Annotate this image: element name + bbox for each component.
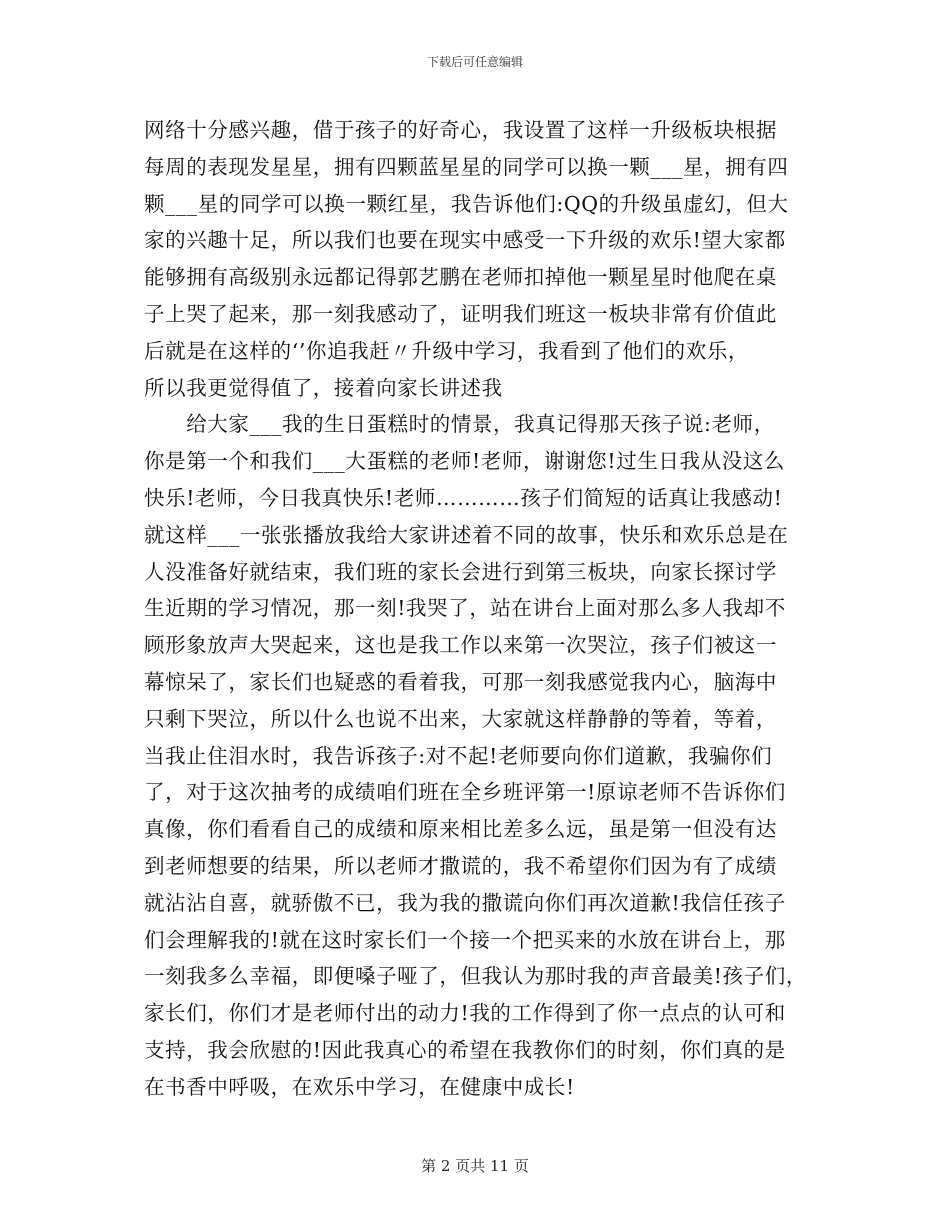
body-line: 人没准备好就结束，我们班的家长会进行到第三板块，向家长探讨学	[144, 559, 777, 584]
body-line: 能够拥有高级别永远都记得郭艺鹏在老师扣掉他一颗星星时他爬在桌	[144, 265, 777, 290]
page-header: 下载后可任意编辑	[426, 55, 523, 69]
body-line: 给大家___我的生日蛋糕时的情景，我真记得那天孩子说:老师，	[144, 412, 775, 437]
body-line: 一刻我多么幸福，即便嗓子哑了，但我认为那时我的声音最美!孩子们，	[144, 964, 807, 989]
body-line: 每周的表现发星星，拥有四颗蓝星星的同学可以换一颗___星，拥有四	[144, 154, 789, 179]
body-line: 就沾沾自喜，就骄傲不已，我为我的撒谎向你们再次道歉!我信任孩子	[144, 890, 786, 915]
body-line: 真像，你们看看自己的成绩和原来相比差多么远，虽是第一但没有达	[144, 817, 777, 842]
body-line: 快乐!老师，今日我真快乐!老师…………孩子们简短的话真让我感动!	[144, 485, 783, 510]
body-line: 生近期的学习情况，那一刻!我哭了，站在讲台上面对那么多人我却不	[144, 596, 786, 621]
document-body	[144, 112, 824, 1106]
body-line: 顾形象放声大哭起来，这也是我工作以来第一次哭泣，孩子们被这一	[144, 633, 777, 658]
body-line: 了，对于这次抽考的成绩咱们班在全乡班评第一!原谅老师不告诉你们	[144, 780, 786, 805]
body-line: 当我止住泪水时，我告诉孩子:对不起!老师要向你们道歉，我骗你们	[144, 743, 773, 768]
body-line: 子上哭了起来，那一刻我感动了，证明我们班这一板块非常有价值此	[144, 301, 777, 326]
page-number: 第 2 页共 11 页	[421, 1157, 529, 1175]
body-line: 就这样___一张张播放我给大家讲述着不同的故事，快乐和欢乐总是在	[144, 522, 789, 547]
body-line: 幕惊呆了，家长们也疑惑的看着我，可那一刻我感觉我内心，脑海中	[144, 669, 777, 694]
body-line: 们会理解我的!就在这时家长们一个接一个把买来的水放在讲台上，那	[144, 927, 786, 952]
body-line: 家长们，你们才是老师付出的动力!我的工作得到了你一点点的认可和	[144, 1001, 786, 1026]
body-line: 只剩下哭泣，所以什么也说不出来，大家就这样静静的等着，等着，	[144, 706, 777, 731]
body-line: 后就是在这样的‘’你追我赶〃升级中学习，我看到了他们的欢乐，	[144, 338, 750, 363]
body-line: 网络十分感兴趣，借于孩子的好奇心，我设置了这样一升级板块根据	[144, 118, 777, 142]
body-line: 到老师想要的结果，所以老师才撒谎的，我不希望你们因为有了成绩	[144, 853, 777, 878]
body-line: 支持，我会欣慰的!因此我真心的希望在我教你们的时刻，你们真的是	[144, 1037, 786, 1062]
body-line: 所以我更觉得值了，接着向家长讲述我	[144, 375, 503, 400]
body-line: 你是第一个和我们___大蛋糕的老师!老师，谢谢您!过生日我从没这么	[144, 449, 786, 474]
body-line: 颗___星的同学可以换一颗红星，我告诉他们:QQ的升级虽虚幻，但大	[144, 191, 789, 216]
body-line: 家的兴趣十足，所以我们也要在现实中感受一下升级的欢乐!望大家都	[144, 228, 786, 253]
body-line: 在书香中呼吸，在欢乐中学习，在健康中成长!	[144, 1074, 575, 1099]
